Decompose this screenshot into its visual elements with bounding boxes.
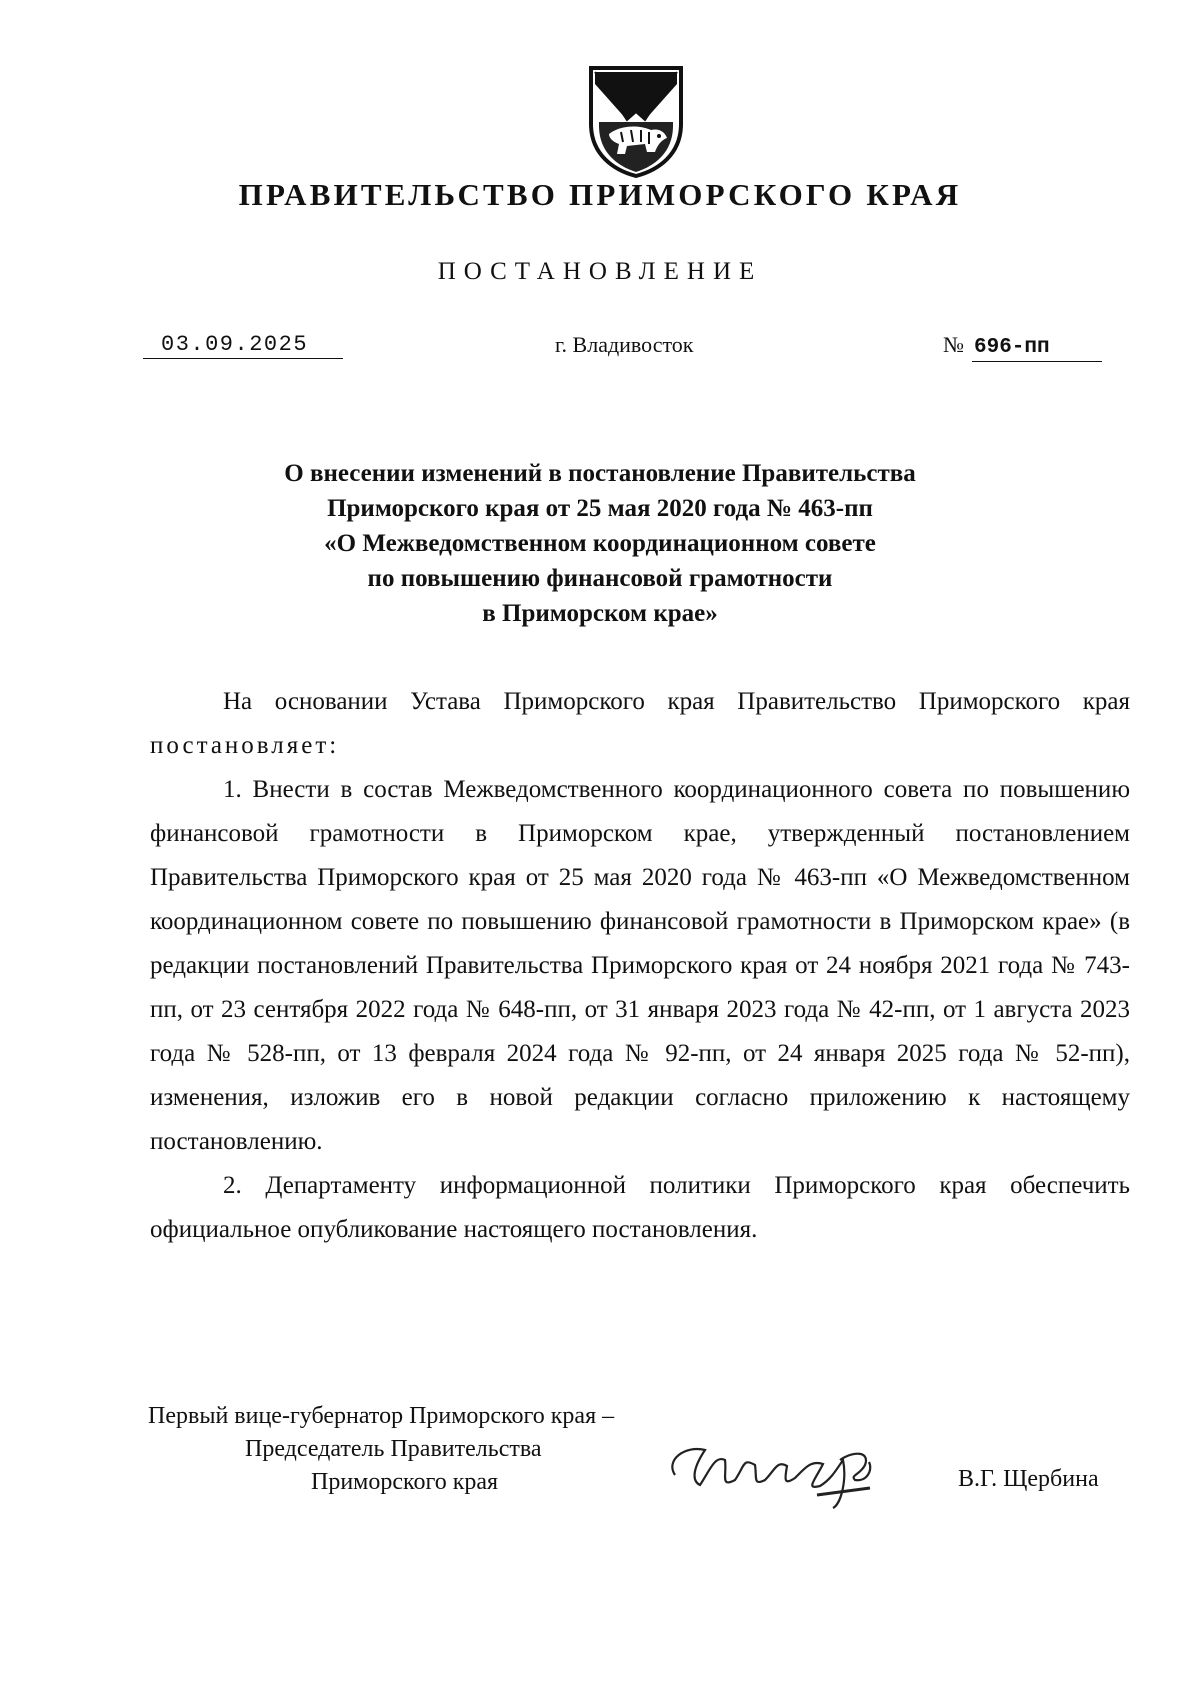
- number-sign: №: [943, 332, 964, 357]
- position-line: Первый вице-губернатор Приморского края –: [148, 1403, 615, 1429]
- document-body: [150, 680, 1130, 1252]
- document-date: 03.09.2025: [143, 332, 343, 359]
- item-2-paragraph: 2. Департаменту информационной политики Приморского края обеспечить официальное опубликование настоящего постановления.: [150, 1172, 1130, 1243]
- position-line: Приморского края: [311, 1469, 499, 1495]
- subject-line: О внесении изменений в постановление Правительства: [284, 460, 916, 487]
- document-number: 696-пп: [972, 335, 1102, 362]
- subject-line: Приморского края от 25 мая 2020 года № 463-пп: [327, 495, 873, 522]
- intro-paragraph: [150, 680, 1130, 768]
- document-type: ПОСТАНОВЛЕНИЕ: [437, 258, 763, 285]
- subject-line: в Приморском крае»: [482, 600, 718, 627]
- subject-line: по повышению финансовой грамотности: [367, 565, 833, 592]
- subject-line: «О Межведомственном координационном совете: [324, 530, 876, 557]
- coat-of-arms-icon: [585, 62, 687, 180]
- signer-name: В.Г. Щербина: [958, 1466, 1099, 1492]
- document-number-block: [943, 332, 1102, 362]
- intro-verb: постановляет:: [150, 732, 340, 759]
- handwritten-signature-icon: [655, 1420, 945, 1515]
- position-line: Председатель Правительства: [245, 1436, 542, 1462]
- intro-text: На основании Устава Приморского края Правительство Приморского края: [223, 688, 1130, 715]
- item-1-paragraph: 1. Внести в состав Межведомственного координационного совета по повышению финансовой грамотности в Приморском крае, утвержденный постановлением Правительства Приморского края от 25 мая 2020 года № 463-пп «О Межведомственном координационном совете по повышению финансовой грамотности в Приморском крае» (в редакции постановлений Правительства Приморского края от 24 ноября 2021 года № 743-пп, от 23 сентября 2022 года № 648-пп, от 31 января 2023 года № 42-пп, от 1 августа 2023 года № 528-пп, от 13 февраля 2024 года № 92-пп, от 24 января 2025 года № 52-пп), изменения, изложив его в новой редакции согласно приложению к настоящему постановлению.: [150, 776, 1130, 1155]
- document-subject: [0, 456, 1200, 631]
- government-title: ПРАВИТЕЛЬСТВО ПРИМОРСКОГО КРАЯ: [238, 177, 962, 212]
- document-city: г. Владивосток: [555, 332, 694, 357]
